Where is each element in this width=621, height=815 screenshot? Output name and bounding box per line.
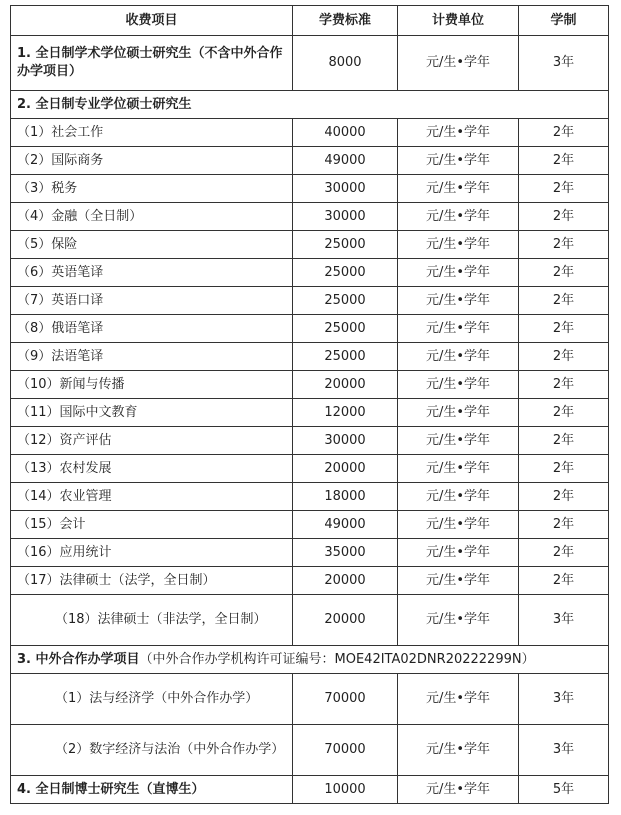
duration-cell: 2年 (519, 231, 609, 259)
fee-cell: 20000 (293, 371, 398, 399)
fee-cell: 20000 (293, 567, 398, 595)
item-name-cell: （18）法律硕士（非法学，全日制） (11, 595, 293, 646)
duration-cell: 2年 (519, 483, 609, 511)
table-row (11, 343, 609, 371)
fee-cell: 30000 (293, 203, 398, 231)
unit-cell: 元/生•学年 (398, 315, 519, 343)
table-row (11, 483, 609, 511)
section-row-cooperation (11, 646, 609, 674)
unit-cell: 元/生•学年 (398, 539, 519, 567)
unit-cell: 元/生•学年 (398, 371, 519, 399)
item-name-cell: （16）应用统计 (11, 539, 293, 567)
unit-cell: 元/生•学年 (398, 147, 519, 175)
table-row (11, 231, 609, 259)
table-row (11, 511, 609, 539)
duration-cell: 2年 (519, 259, 609, 287)
unit-cell: 元/生•学年 (398, 119, 519, 147)
table-row (11, 119, 609, 147)
table-row (11, 674, 609, 725)
fee-cell: 25000 (293, 315, 398, 343)
fee-cell: 10000 (293, 776, 398, 804)
license-note: （中外合作办学机构许可证编号：MOE42ITA02DNR20222299N） (139, 651, 535, 667)
item-name-cell: （3）税务 (11, 175, 293, 203)
header-item: 收费项目 (11, 6, 293, 36)
fee-cell: 18000 (293, 483, 398, 511)
duration-cell: 2年 (519, 455, 609, 483)
fee-cell: 25000 (293, 259, 398, 287)
unit-cell: 元/生•学年 (398, 427, 519, 455)
section-label: 2. 全日制专业学位硕士研究生 (11, 91, 609, 119)
duration-cell: 2年 (519, 371, 609, 399)
duration-cell: 2年 (519, 203, 609, 231)
item-name-cell: （4）金融（全日制） (11, 203, 293, 231)
table-row (11, 725, 609, 776)
unit-cell: 元/生•学年 (398, 259, 519, 287)
duration-cell: 2年 (519, 315, 609, 343)
header-duration: 学制 (519, 6, 609, 36)
fee-cell: 49000 (293, 511, 398, 539)
table-row (11, 203, 609, 231)
table-row (11, 259, 609, 287)
table-row (11, 399, 609, 427)
item-name-cell: （7）英语口译 (11, 287, 293, 315)
unit-cell: 元/生•学年 (398, 567, 519, 595)
fee-cell: 25000 (293, 287, 398, 315)
unit-cell: 元/生•学年 (398, 343, 519, 371)
header-unit: 计费单位 (398, 6, 519, 36)
duration-cell: 3年 (519, 674, 609, 725)
fee-cell: 25000 (293, 231, 398, 259)
duration-cell: 2年 (519, 175, 609, 203)
item-name-cell: （15）会计 (11, 511, 293, 539)
duration-cell: 3年 (519, 36, 609, 91)
duration-cell: 2年 (519, 119, 609, 147)
section-title: 3. 中外合作办学项目 (17, 651, 140, 667)
item-name-cell: （2）国际商务 (11, 147, 293, 175)
duration-cell: 3年 (519, 595, 609, 646)
item-name-cell: （1）社会工作 (11, 119, 293, 147)
unit-cell: 元/生•学年 (398, 203, 519, 231)
item-name-cell: （2）数字经济与法治（中外合作办学） (11, 725, 293, 776)
table-row (11, 371, 609, 399)
duration-cell: 2年 (519, 287, 609, 315)
item-name-cell: （12）资产评估 (11, 427, 293, 455)
duration-cell: 2年 (519, 567, 609, 595)
unit-cell: 元/生•学年 (398, 595, 519, 646)
unit-cell: 元/生•学年 (398, 287, 519, 315)
header-fee: 学费标准 (293, 6, 398, 36)
fee-cell: 20000 (293, 455, 398, 483)
table-row (11, 147, 609, 175)
duration-cell: 2年 (519, 147, 609, 175)
table-row (11, 287, 609, 315)
unit-cell: 元/生•学年 (398, 455, 519, 483)
duration-cell: 2年 (519, 539, 609, 567)
fee-cell: 35000 (293, 539, 398, 567)
item-name-cell: （14）农业管理 (11, 483, 293, 511)
professional-items (11, 119, 609, 646)
duration-cell: 2年 (519, 511, 609, 539)
fee-cell: 49000 (293, 147, 398, 175)
table-row (11, 175, 609, 203)
section-label: 4. 全日制博士研究生（直博生） (11, 776, 293, 804)
section-label: 1. 全日制学术学位硕士研究生（不含中外合作办学项目） (11, 36, 293, 91)
item-name-cell: （17）法律硕士（法学，全日制） (11, 567, 293, 595)
item-name-cell: （13）农村发展 (11, 455, 293, 483)
unit-cell: 元/生•学年 (398, 776, 519, 804)
fee-cell: 20000 (293, 595, 398, 646)
fee-cell: 70000 (293, 725, 398, 776)
section-row-doctoral (11, 776, 609, 804)
item-name-cell: （6）英语笔译 (11, 259, 293, 287)
unit-cell: 元/生•学年 (398, 36, 519, 91)
fee-table (10, 5, 609, 804)
table-row (11, 595, 609, 646)
table-row (11, 315, 609, 343)
table-row (11, 539, 609, 567)
duration-cell: 2年 (519, 343, 609, 371)
item-name-cell: （9）法语笔译 (11, 343, 293, 371)
duration-cell: 5年 (519, 776, 609, 804)
fee-cell: 70000 (293, 674, 398, 725)
unit-cell: 元/生•学年 (398, 175, 519, 203)
duration-cell: 3年 (519, 725, 609, 776)
section-row-professional (11, 91, 609, 119)
table-row (11, 455, 609, 483)
unit-cell: 元/生•学年 (398, 483, 519, 511)
item-name-cell: （11）国际中文教育 (11, 399, 293, 427)
item-name-cell: （8）俄语笔译 (11, 315, 293, 343)
item-name-cell: （10）新闻与传播 (11, 371, 293, 399)
section-row-academic (11, 36, 609, 91)
item-name-cell: （5）保险 (11, 231, 293, 259)
fee-cell: 25000 (293, 343, 398, 371)
fee-cell: 12000 (293, 399, 398, 427)
unit-cell: 元/生•学年 (398, 674, 519, 725)
unit-cell: 元/生•学年 (398, 511, 519, 539)
duration-cell: 2年 (519, 399, 609, 427)
unit-cell: 元/生•学年 (398, 231, 519, 259)
cooperation-items (11, 674, 609, 776)
header-row (11, 6, 609, 36)
fee-cell: 8000 (293, 36, 398, 91)
item-name-cell: （1）法与经济学（中外合作办学） (11, 674, 293, 725)
fee-cell: 40000 (293, 119, 398, 147)
unit-cell: 元/生•学年 (398, 725, 519, 776)
table-row (11, 427, 609, 455)
fee-cell: 30000 (293, 175, 398, 203)
fee-cell: 30000 (293, 427, 398, 455)
table-row (11, 567, 609, 595)
duration-cell: 2年 (519, 427, 609, 455)
unit-cell: 元/生•学年 (398, 399, 519, 427)
section-label (11, 646, 609, 674)
